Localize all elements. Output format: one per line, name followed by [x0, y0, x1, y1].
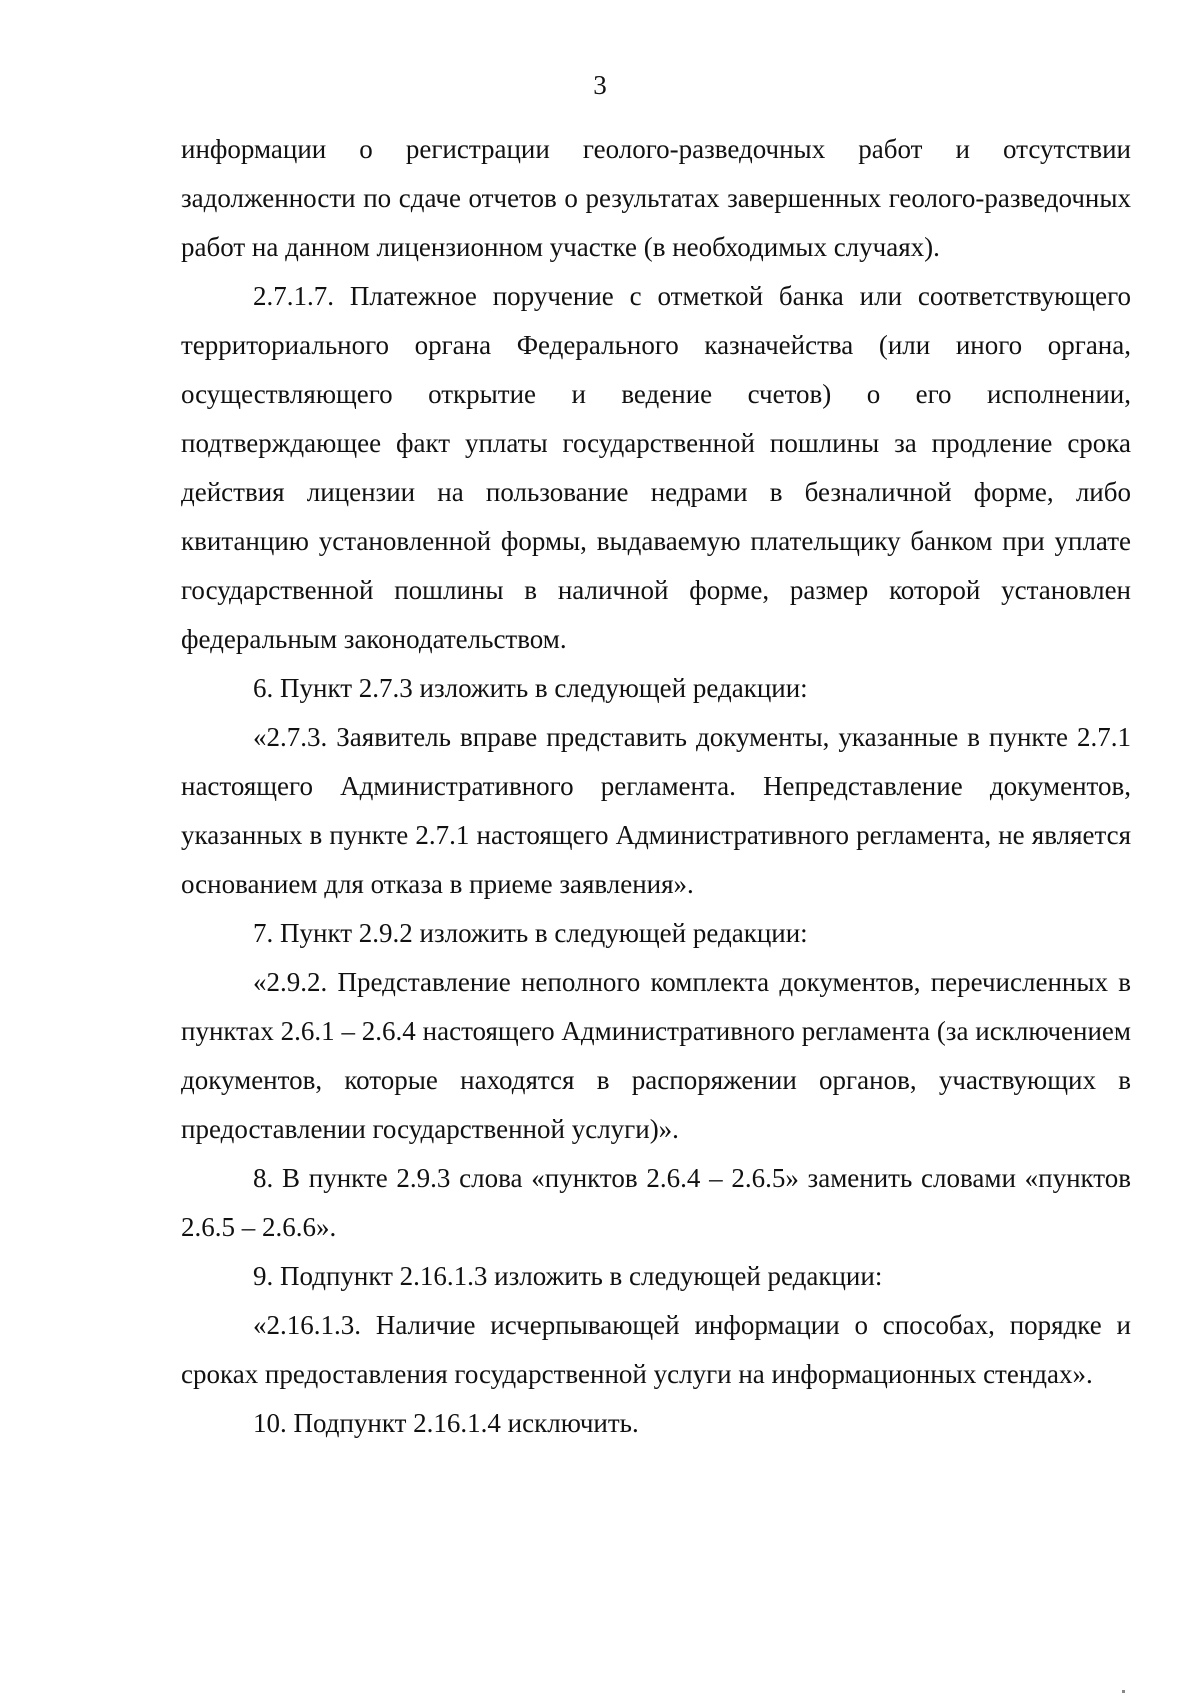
paragraph-item-7: 7. Пункт 2.9.2 изложить в следующей редакции:: [253, 918, 808, 948]
document-body: [181, 125, 1131, 1448]
paragraph-2-9-2-text: «2.9.2. Представление неполного комплекта документов, перечисленных в пунктах 2.6.1 – 2.6.4 настоящего Административного регламента (за исключением документов, которые находятся в распоряжении органов, участвующих в предоставлении государственной услуги)».: [181, 967, 1131, 1144]
paragraph-item-8: 8. В пункте 2.9.3 слова «пунктов 2.6.4 – 2.6.5» заменить словами «пунктов 2.6.5 – 2.6.6».: [181, 1163, 1131, 1242]
scan-artifact: [1122, 1690, 1125, 1693]
paragraph-item-10: 10. Подпункт 2.16.1.4 исключить.: [253, 1408, 639, 1438]
paragraph-item-9: 9. Подпункт 2.16.1.3 изложить в следующей редакции:: [253, 1261, 883, 1291]
paragraph-2-7-3-text: «2.7.3. Заявитель вправе представить документы, указанные в пункте 2.7.1 настоящего Административного регламента. Непредставление документов, указанных в пункте 2.7.1 настоящего Административного регламента, не является основанием для отказа в приеме заявления».: [181, 722, 1131, 899]
page-number: 3: [593, 70, 607, 100]
paragraph-continuation: информации о регистрации геолого-разведочных работ и отсутствии задолженности по сдаче отчетов о результатах завершенных геолого-разведочных работ на данном лицензионном участке (в необходимых случаях).: [181, 134, 1131, 262]
paragraph-item-6: 6. Пункт 2.7.3 изложить в следующей редакции:: [253, 673, 808, 703]
paragraph-2-16-1-3-text: «2.16.1.3. Наличие исчерпывающей информации о способах, порядке и сроках предоставления государственной услуги на информационных стендах».: [181, 1310, 1131, 1389]
paragraph-2-7-1-7: 2.7.1.7. Платежное поручение с отметкой банка или соответствующего территориального органа Федерального казначейства (или иного органа, осуществляющего открытие и ведение счетов) о его исполнении, подтверждающее факт уплаты государственной пошлины за продление срока действия лицензии на пользование недрами в безналичной форме, либо квитанцию установленной формы, выдаваемую плательщику банком при уплате государственной пошлины в наличной форме, размер которой установлен федеральным законодательством.: [181, 281, 1131, 654]
